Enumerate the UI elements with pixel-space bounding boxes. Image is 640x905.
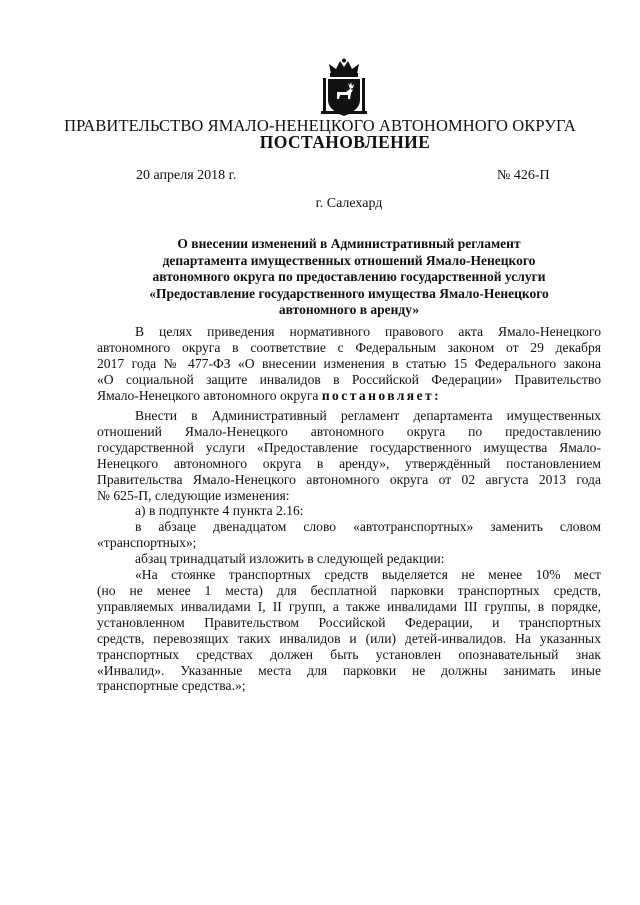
list-item: а) в подпункте 4 пункта 2.16: bbox=[135, 503, 304, 519]
resolves-keyword: постановляет: bbox=[321, 387, 442, 403]
text-line bbox=[97, 388, 601, 404]
quote-line: (но не менее 1 места) для бесплатной парковки транспортных средств, bbox=[97, 582, 601, 598]
preamble-text: Ямало-Ненецкого автономного округа bbox=[97, 387, 322, 403]
text-line: В целях приведения нормативного правового акта Ямало-Ненецкого bbox=[135, 324, 601, 339]
heading-line: автономного в аренду» bbox=[278, 302, 420, 317]
text-line: «О социальной защите инвалидов в Российской Федерации» Правительство bbox=[97, 371, 601, 387]
heading-line: О внесении изменений в Административный регламент bbox=[177, 236, 521, 251]
quote-line: установленном Правительством Российской Федерации, и транспортных bbox=[97, 614, 601, 630]
decree-number: № 426-П bbox=[497, 168, 550, 183]
decree-heading bbox=[110, 236, 588, 319]
list-item: в абзаце двенадцатом слово «автотранспортных» заменить словом bbox=[135, 519, 601, 535]
heading-line: департамента имущественных отношений Ямало-Ненецкого bbox=[162, 252, 536, 268]
body-paragraph bbox=[97, 408, 601, 694]
crown-icon bbox=[329, 59, 359, 78]
text-line: Ненецкого автономного округа в аренду», утверждённый постановлением bbox=[97, 455, 601, 471]
text-line: Внести в Административный регламент департамента имущественных bbox=[135, 408, 601, 423]
quote-line: транспортные средства.»; bbox=[97, 678, 246, 694]
quote-line: «Инвалид». Указанные места для парковки не должны занимать иные bbox=[97, 662, 601, 678]
quote-line: управляемых инвалидами I, II групп, а также инвалидами III группы, в порядке, bbox=[97, 598, 601, 614]
list-item: абзац тринадцатый изложить в следующей редакции: bbox=[135, 551, 445, 567]
text-line: государственной услуги «Предоставление государственного имущества Ямало- bbox=[97, 439, 601, 455]
quote-line: средств, перевозящих таких инвалидов и (или) детей-инвалидов. На указанных bbox=[97, 630, 601, 646]
text-line: автономного округа в соответствие с Федеральным законом от 29 декабря bbox=[97, 339, 601, 355]
preamble-paragraph bbox=[97, 324, 601, 404]
text-line: 2017 года № 477-ФЗ «О внесении изменения в статью 15 Федерального закона bbox=[97, 355, 601, 371]
quote-line: «На стоянке транспортных средств выделяется не менее 10% мест bbox=[135, 567, 601, 583]
coat-of-arms-emblem bbox=[321, 58, 367, 118]
heading-line: «Предоставление государственного имущества Ямало-Ненецкого bbox=[149, 285, 549, 301]
text-line: Правительства Ямало-Ненецкого автономного округа от 02 августа 2013 года bbox=[97, 471, 601, 487]
text-line: № 625-П, следующие изменения: bbox=[97, 487, 290, 503]
government-name: ПРАВИТЕЛЬСТВО ЯМАЛО-НЕНЕЦКОГО АВТОНОМНОГО ОКРУГА bbox=[64, 116, 576, 135]
quote-line: транспортных средствах должен быть установлен опознавательный знак bbox=[97, 646, 601, 662]
document-type: ПОСТАНОВЛЕНИЕ bbox=[259, 132, 431, 152]
text-line: «транспортных»; bbox=[97, 535, 197, 551]
heading-line: автономного округа по предоставлению государственной услуги bbox=[152, 269, 546, 284]
decree-city: г. Салехард bbox=[315, 196, 383, 211]
shield-icon bbox=[328, 79, 360, 116]
decree-date: 20 апреля 2018 г. bbox=[136, 168, 237, 183]
text-line: отношений Ямало-Ненецкого автономного округа по предоставлению bbox=[97, 423, 601, 439]
